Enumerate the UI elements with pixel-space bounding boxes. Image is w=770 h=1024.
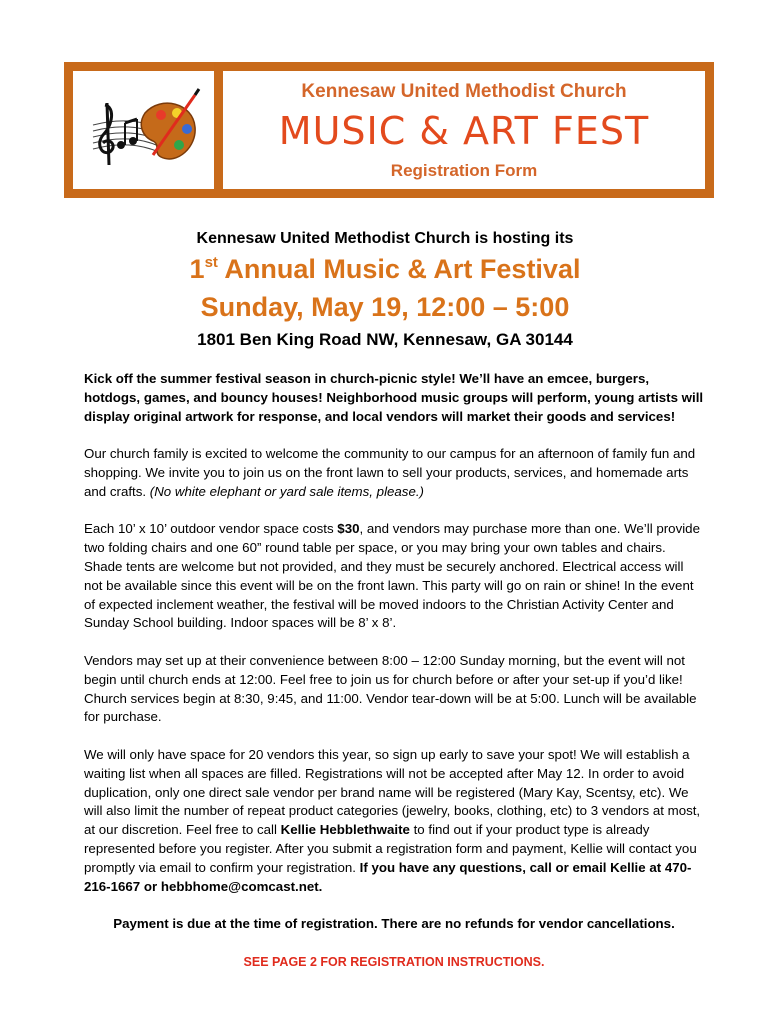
space-price: $30 — [337, 521, 360, 537]
limits-text-b: to find out if your product type is already represented before you register. After you submit a registration form and payment, Kellie will contact you promptly via email to confirm your registration. — [84, 822, 697, 875]
welcome-note: (No white elephant or yard sale items, please.) — [149, 483, 424, 499]
space-text-b: , and vendors may purchase more than one. We’ll provide two folding chairs and one 60” round table per space, or you may bring your own tables and chairs. Shade tents are welcome but not provided, and they must be securely anchored. Electrical access will not be available since this event will be on the front lawn. This party will go on rain or shine! In the event of expected inclement weather, the festival will be moved indoors to the Christian Activity Center and Sunday School building. Indoor spaces will be 8’ x 8’. — [84, 521, 700, 631]
welcome-text: Our church family is excited to welcome the community to our campus for an afternoon of family fun and shopping. We invite you to join us on the front lawn to sell your products, services, and homemade arts and crafts. — [84, 446, 696, 499]
space-text-a: Each 10’ x 10’ outdoor vendor space costs — [84, 521, 338, 537]
form-label: Registration Form — [390, 161, 538, 180]
contact-details: If you have any questions, call or email Kellie at 470-216-1667 or hebbhome@comcast.net. — [84, 859, 692, 894]
event-address: 1801 Ben King Road NW, Kennesaw, GA 30144 — [197, 330, 573, 349]
contact-name: Kellie Hebblethwaite — [280, 822, 410, 838]
paragraph-setup: Vendors may set up at their convenience between 8:00 – 12:00 Sunday morning, but the event will not begin until church ends at 12:00. Feel free to join us for church before or after your set-up if you’d like! Church services begin at 8:30, 9:45, and 11:00. Vendor tear-down will be at 5:00. Lunch will be available for purchase. — [84, 652, 697, 725]
annual-rest: Annual Music & Art Festival — [217, 254, 581, 284]
annual-number: 1 — [189, 254, 205, 284]
payment-notice: Payment is due at the time of registration. There are no refunds for vendor cancellations. — [113, 916, 675, 932]
intro-line: Kennesaw United Methodist Church is hosting its — [196, 230, 574, 247]
annual-suffix: st — [204, 254, 218, 271]
header-banner — [64, 62, 714, 198]
annual-festival-heading — [0, 254, 770, 285]
event-title: MUSIC & ART FEST — [278, 109, 650, 153]
body-text — [84, 370, 704, 990]
paragraph-vendor-space — [84, 520, 704, 633]
paragraph-intro: Kick off the summer festival season in church-picnic style! We’ll have an emcee, burgers, hotdogs, games, and bouncy houses! Neighborhood music groups will perform, young artists will display original artwork for response, and local vendors will market their goods and services! — [84, 371, 704, 424]
see-page-notice: SEE PAGE 2 FOR REGISTRATION INSTRUCTIONS. — [243, 954, 545, 969]
music-note-and-palette-icon — [91, 85, 201, 177]
paragraph-limits — [84, 746, 704, 896]
event-date: Sunday, May 19, 12:00 – 5:00 — [200, 292, 570, 322]
logo-cell — [73, 71, 223, 189]
limits-text-a: We will only have space for 20 vendors this year, so sign up early to save your spot! We will establish a waiting list when all spaces are filled. Registrations will not be accepted after May 12. In order to avoid duplication, only one direct sale vendor per brand name will be registered (Mary Kay, Scentsy, etc). We will also limit the number of repeat product categories (jewelry, books, clothing, etc) to 3 vendors at most, at our discretion. Feel free to call — [84, 746, 701, 838]
church-name: Kennesaw United Methodist Church — [301, 81, 627, 102]
paragraph-welcome — [84, 445, 704, 501]
